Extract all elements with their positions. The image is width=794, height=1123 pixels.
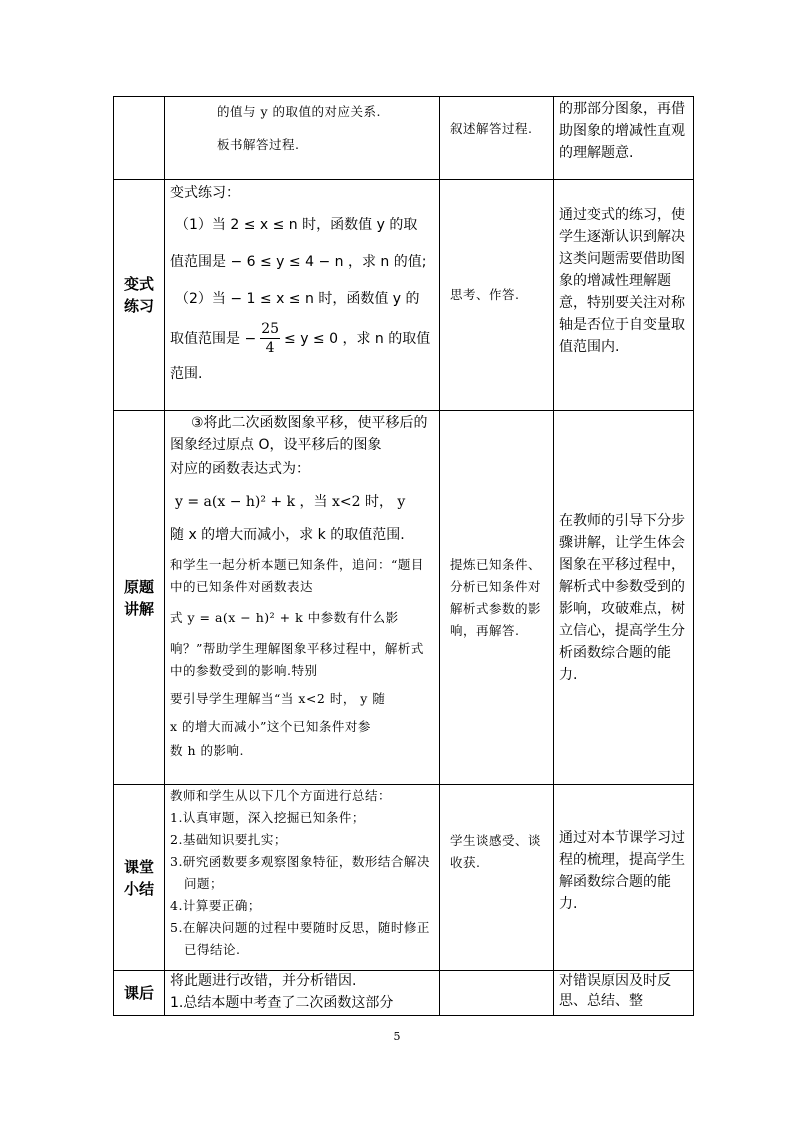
- summary-item: 2.基础知识要扎实；: [170, 832, 287, 847]
- table-row-after-class: [114, 971, 694, 1016]
- student-cell: [440, 180, 554, 411]
- purpose-cell: [554, 971, 694, 1016]
- fraction-denominator: 4: [265, 340, 275, 356]
- content-line: 随 x 的增大而减小，求 k 的取值范围.: [170, 527, 405, 543]
- student-cell: [440, 785, 554, 971]
- summary-intro: 教师和学生从以下几个方面进行总结：: [170, 788, 392, 803]
- student-cell: [440, 97, 554, 180]
- practice-2-line-2: [165, 312, 439, 359]
- content-line: ③将此二次函数图象平移，使平移后的图象经过原点 O，设平移后的图象: [170, 415, 428, 453]
- student-cell: [440, 411, 554, 785]
- table-row-variant-practice: [114, 180, 694, 411]
- content-line: 要引导学生理解当“当 x<2 时， y 随: [170, 691, 386, 706]
- practice-2-line-3: 范围.: [170, 366, 203, 382]
- content-cell: [165, 180, 440, 411]
- student-cell: [440, 971, 554, 1016]
- text: ≤ y ≤ 0 ，求 n 的取值: [284, 330, 431, 347]
- student-activity: 提炼已知条件、分析已知条件对解析式参数的影响，再解答.: [450, 556, 542, 638]
- table-row-continuation: [114, 97, 694, 180]
- practice-title: 变式练习：: [170, 185, 240, 201]
- fraction: [260, 320, 280, 357]
- row-label-summary: 课堂 小结: [114, 785, 165, 971]
- content-line: 对应的函数表达式为：: [170, 461, 310, 477]
- purpose-cell: [554, 97, 694, 180]
- summary-item: 1.认真审题，深入挖掘已知条件；: [170, 810, 365, 825]
- practice-2-line-1: （2）当 − 1 ≤ x ≤ n 时，函数值 y 的: [175, 291, 420, 307]
- content-line: 数 h 的影响.: [170, 743, 244, 758]
- summary-item: 4.计算要正确；: [170, 898, 261, 913]
- page-number: 5: [393, 1030, 401, 1043]
- design-purpose: 通过对本节课学习过程的梳理，提高学生解函数综合题的能力.: [559, 830, 685, 912]
- content-line: 1.总结本题中考查了二次函数这部分: [170, 995, 394, 1011]
- student-activity: 思考、作答.: [450, 287, 520, 302]
- content-line: y = a(x − h)² + k ，当 x<2 时， y: [175, 494, 406, 510]
- summary-item: 5.在解决问题的过程中要随时反思，随时修正已得结论.: [170, 920, 430, 957]
- content-line: 式 y = a(x − h)² + k 中参数有什么影: [170, 610, 399, 625]
- content-cell: [165, 971, 440, 1016]
- content-cell: [165, 785, 440, 971]
- content-line: 响？”帮助学生理解图象平移过程中，解析式中的参数受到的影响.特别: [170, 641, 424, 678]
- purpose-cell: [554, 180, 694, 411]
- content-line: 和学生一起分析本题已知条件，追问：“题目中的已知条件对函数表达: [170, 557, 424, 594]
- lesson-plan-table: [113, 96, 694, 1016]
- table-row-summary: [114, 785, 694, 971]
- fraction-numerator: 25: [261, 321, 280, 337]
- student-activity: 学生谈感受、谈收获.: [450, 833, 542, 870]
- content-line: x 的增大而减小”这个已知条件对参: [170, 719, 371, 734]
- design-purpose: 通过变式的练习，使学生逐渐认识到解决这类问题需要借助图象的增减性理解题意，特别要关注对称轴是否位于自变量取值范围内.: [559, 207, 685, 355]
- row-label-after-class: 课后: [114, 971, 165, 1016]
- content-line: 板书解答过程.: [217, 137, 300, 152]
- design-purpose: 的那部分图象，再借助图象的增减性直观的理解题意.: [559, 101, 685, 161]
- purpose-cell: [554, 411, 694, 785]
- practice-1-line-1: （1）当 2 ≤ x ≤ n 时，函数值 y 的取: [175, 217, 418, 233]
- content-cell: [165, 411, 440, 785]
- design-purpose: 对错误原因及时反思、总结、整: [559, 973, 671, 1009]
- row-label-empty: [114, 97, 165, 180]
- summary-item: 3.研究函数要多观察图象特征，数形结合解决问题；: [170, 854, 430, 891]
- content-cell: [165, 97, 440, 180]
- content-line: 的值与 y 的取值的对应关系.: [217, 104, 381, 119]
- row-label-variant-practice: 变式 练习: [114, 180, 165, 411]
- table-row-original-problem: [114, 411, 694, 785]
- row-label-original-problem: 原题 讲解: [114, 411, 165, 785]
- content-line: 将此题进行改错，并分析错因.: [170, 973, 357, 989]
- practice-1-line-2: 值范围是 − 6 ≤ y ≤ 4 − n ，求 n 的值;: [170, 254, 427, 270]
- student-activity: 叙述解答过程.: [450, 121, 533, 136]
- text: 取值范围是 −: [170, 330, 257, 347]
- design-purpose: 在教师的引导下分步骤讲解，让学生体会图象在平移过程中，解析式中参数受到的影响，攻破难点，树立信心，提高学生分析函数综合题的能力.: [559, 512, 685, 683]
- purpose-cell: [554, 785, 694, 971]
